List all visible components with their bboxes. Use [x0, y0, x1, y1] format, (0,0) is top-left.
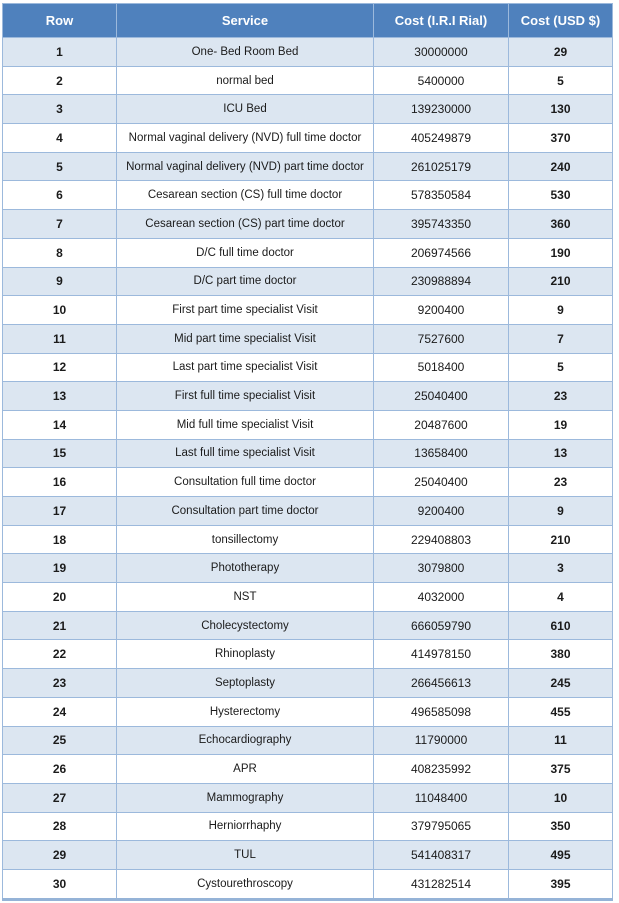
cell-cost-rial: 3079800 [374, 554, 509, 583]
table-row [3, 95, 613, 124]
cell-cost-usd: 240 [509, 152, 613, 181]
cell-cost-rial: 229408803 [374, 525, 509, 554]
cell-row-number: 28 [3, 812, 117, 841]
cell-row-number: 6 [3, 181, 117, 210]
cell-service: Cesarean section (CS) full time doctor [117, 181, 374, 210]
cell-row-number: 1 [3, 38, 117, 67]
header-cell-service: Service [117, 4, 374, 38]
cell-service: Septoplasty [117, 669, 374, 698]
cell-cost-rial: 405249879 [374, 124, 509, 153]
cell-row-number: 7 [3, 210, 117, 239]
cell-cost-rial: 496585098 [374, 697, 509, 726]
table-row [3, 296, 613, 325]
cell-cost-rial: 578350584 [374, 181, 509, 210]
table-row [3, 841, 613, 870]
cell-cost-usd: 455 [509, 697, 613, 726]
table-row [3, 324, 613, 353]
cell-row-number: 17 [3, 497, 117, 526]
cell-cost-usd: 130 [509, 95, 613, 124]
table-row [3, 181, 613, 210]
table-row [3, 267, 613, 296]
cell-row-number: 23 [3, 669, 117, 698]
cell-cost-rial: 541408317 [374, 841, 509, 870]
table-row [3, 468, 613, 497]
cell-row-number: 21 [3, 611, 117, 640]
cell-cost-usd: 495 [509, 841, 613, 870]
cell-cost-rial: 139230000 [374, 95, 509, 124]
cell-cost-rial: 379795065 [374, 812, 509, 841]
cell-service: Normal vaginal delivery (NVD) full time doctor [117, 124, 374, 153]
cell-cost-usd: 360 [509, 210, 613, 239]
cell-cost-usd: 9 [509, 497, 613, 526]
cell-service: APR [117, 755, 374, 784]
cell-cost-usd: 380 [509, 640, 613, 669]
table-row [3, 640, 613, 669]
cell-row-number: 9 [3, 267, 117, 296]
cell-cost-rial: 4032000 [374, 583, 509, 612]
cell-cost-rial: 5400000 [374, 66, 509, 95]
cell-service: Last full time specialist Visit [117, 439, 374, 468]
cell-row-number: 3 [3, 95, 117, 124]
cell-service: Cholecystectomy [117, 611, 374, 640]
cell-cost-usd: 7 [509, 324, 613, 353]
cell-cost-usd: 23 [509, 468, 613, 497]
cell-cost-rial: 266456613 [374, 669, 509, 698]
cell-cost-usd: 3 [509, 554, 613, 583]
table-body [3, 38, 613, 900]
cell-cost-rial: 30000000 [374, 38, 509, 67]
cell-cost-rial: 9200400 [374, 296, 509, 325]
table-row [3, 611, 613, 640]
table-header [3, 4, 613, 38]
cell-service: Rhinoplasty [117, 640, 374, 669]
cell-service: Cesarean section (CS) part time doctor [117, 210, 374, 239]
cell-cost-usd: 11 [509, 726, 613, 755]
cell-cost-usd: 245 [509, 669, 613, 698]
table-row [3, 410, 613, 439]
cell-row-number: 8 [3, 238, 117, 267]
cell-service: Mammography [117, 783, 374, 812]
cell-cost-usd: 370 [509, 124, 613, 153]
header-cell-usd: Cost (USD $) [509, 4, 613, 38]
cell-row-number: 30 [3, 869, 117, 899]
cell-service: Mid part time specialist Visit [117, 324, 374, 353]
cell-row-number: 4 [3, 124, 117, 153]
cell-service: Hysterectomy [117, 697, 374, 726]
cell-service: Normal vaginal delivery (NVD) part time doctor [117, 152, 374, 181]
cell-service: D/C part time doctor [117, 267, 374, 296]
table-row [3, 66, 613, 95]
cell-cost-usd: 210 [509, 267, 613, 296]
cell-cost-usd: 13 [509, 439, 613, 468]
cell-service: Consultation part time doctor [117, 497, 374, 526]
cell-cost-rial: 414978150 [374, 640, 509, 669]
cell-row-number: 13 [3, 382, 117, 411]
cell-service: Cystourethroscopy [117, 869, 374, 899]
cell-row-number: 26 [3, 755, 117, 784]
cell-cost-rial: 9200400 [374, 497, 509, 526]
cell-row-number: 22 [3, 640, 117, 669]
cell-row-number: 5 [3, 152, 117, 181]
cell-service: D/C full time doctor [117, 238, 374, 267]
cell-cost-usd: 4 [509, 583, 613, 612]
cell-cost-rial: 408235992 [374, 755, 509, 784]
table-row [3, 726, 613, 755]
cell-cost-rial: 395743350 [374, 210, 509, 239]
cell-row-number: 18 [3, 525, 117, 554]
table-row [3, 382, 613, 411]
cell-cost-rial: 206974566 [374, 238, 509, 267]
cell-service: One- Bed Room Bed [117, 38, 374, 67]
cell-cost-usd: 5 [509, 353, 613, 382]
cell-row-number: 27 [3, 783, 117, 812]
cell-cost-rial: 261025179 [374, 152, 509, 181]
cell-service: normal bed [117, 66, 374, 95]
cell-row-number: 25 [3, 726, 117, 755]
cell-row-number: 14 [3, 410, 117, 439]
cell-cost-usd: 375 [509, 755, 613, 784]
cell-service: NST [117, 583, 374, 612]
table-row [3, 812, 613, 841]
services-cost-table [2, 3, 613, 901]
cell-cost-rial: 7527600 [374, 324, 509, 353]
table-row [3, 38, 613, 67]
cell-cost-usd: 350 [509, 812, 613, 841]
cell-cost-usd: 190 [509, 238, 613, 267]
cell-row-number: 10 [3, 296, 117, 325]
cell-row-number: 29 [3, 841, 117, 870]
cell-cost-rial: 20487600 [374, 410, 509, 439]
cell-service: ICU Bed [117, 95, 374, 124]
table-row [3, 869, 613, 899]
table-row [3, 697, 613, 726]
cell-row-number: 15 [3, 439, 117, 468]
cell-cost-usd: 9 [509, 296, 613, 325]
table-row [3, 152, 613, 181]
cell-cost-rial: 431282514 [374, 869, 509, 899]
table-row [3, 525, 613, 554]
table-row [3, 755, 613, 784]
cell-cost-usd: 210 [509, 525, 613, 554]
cell-service: tonsillectomy [117, 525, 374, 554]
cell-row-number: 2 [3, 66, 117, 95]
header-cell-row: Row [3, 4, 117, 38]
cell-cost-usd: 23 [509, 382, 613, 411]
cell-service: Last part time specialist Visit [117, 353, 374, 382]
cell-service: Mid full time specialist Visit [117, 410, 374, 439]
cell-service: First full time specialist Visit [117, 382, 374, 411]
cell-cost-rial: 11048400 [374, 783, 509, 812]
cell-cost-rial: 5018400 [374, 353, 509, 382]
cell-row-number: 16 [3, 468, 117, 497]
table-row [3, 783, 613, 812]
cell-cost-rial: 25040400 [374, 468, 509, 497]
cell-service: Phototherapy [117, 554, 374, 583]
cell-row-number: 20 [3, 583, 117, 612]
table-row [3, 210, 613, 239]
header-cell-rial: Cost (I.R.I Rial) [374, 4, 509, 38]
cell-service: Echocardiography [117, 726, 374, 755]
cell-row-number: 24 [3, 697, 117, 726]
cell-cost-usd: 19 [509, 410, 613, 439]
table-row [3, 439, 613, 468]
cell-service: TUL [117, 841, 374, 870]
table-row [3, 554, 613, 583]
cell-service: First part time specialist Visit [117, 296, 374, 325]
cell-cost-rial: 230988894 [374, 267, 509, 296]
cell-cost-rial: 11790000 [374, 726, 509, 755]
cell-cost-rial: 666059790 [374, 611, 509, 640]
cell-cost-usd: 530 [509, 181, 613, 210]
cell-service: Herniorrhaphy [117, 812, 374, 841]
table-row [3, 497, 613, 526]
table-row [3, 353, 613, 382]
cell-cost-usd: 610 [509, 611, 613, 640]
table-row [3, 669, 613, 698]
table-row [3, 583, 613, 612]
table-row [3, 124, 613, 153]
header-row [3, 4, 613, 38]
table-row [3, 238, 613, 267]
cell-cost-rial: 13658400 [374, 439, 509, 468]
cell-cost-usd: 5 [509, 66, 613, 95]
cell-service: Consultation full time doctor [117, 468, 374, 497]
cell-row-number: 12 [3, 353, 117, 382]
cell-row-number: 11 [3, 324, 117, 353]
cell-cost-usd: 29 [509, 38, 613, 67]
cell-cost-usd: 395 [509, 869, 613, 899]
cell-cost-rial: 25040400 [374, 382, 509, 411]
cell-row-number: 19 [3, 554, 117, 583]
cell-cost-usd: 10 [509, 783, 613, 812]
